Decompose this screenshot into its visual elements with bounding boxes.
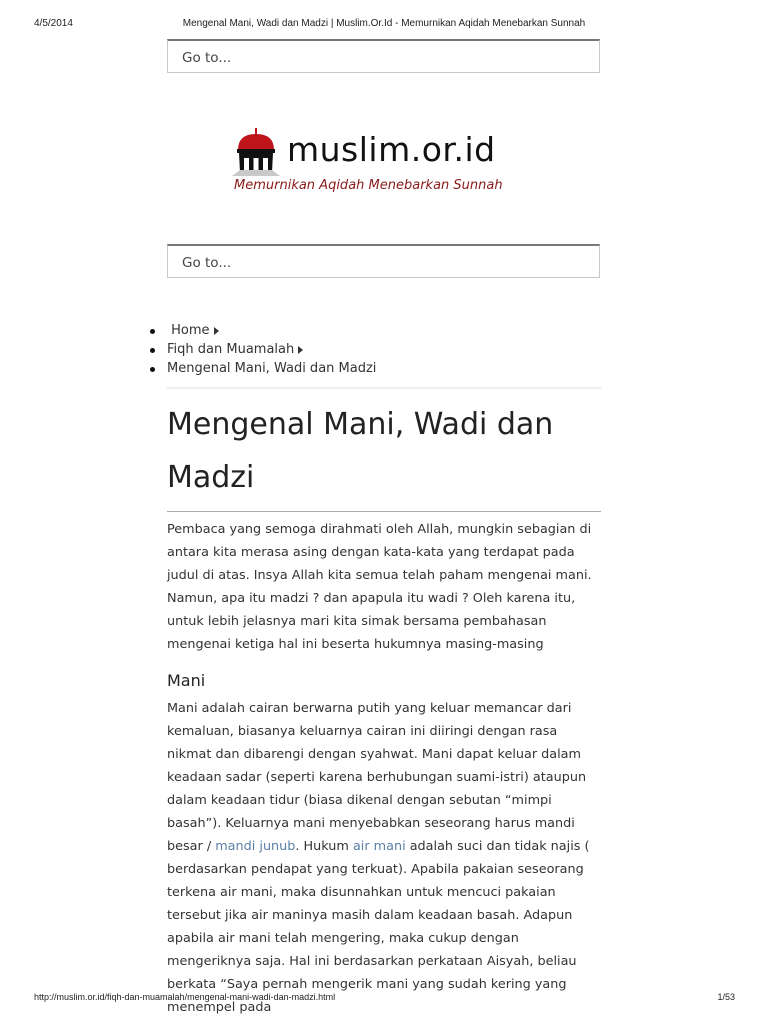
- link-mandi-junub[interactable]: mandi junub: [215, 839, 296, 854]
- breadcrumb-item-home[interactable]: [150, 323, 376, 342]
- section-heading-mani: Mani: [167, 671, 206, 690]
- article-paragraph-mani: [167, 697, 603, 1019]
- paragraph-text: Mani adalah cairan berwarna putih yang keluar memancar dari kemaluan, biasanya keluarnya cairan ini diiringi dengan rasa nikmat dan dibarengi dengan syahwat. Mani dapat keluar dalam keadaan sadar (seperti karena berhubungan suami-istri) ataupun dalam keadaan tidur (biasa dikenal dengan sebutan “mimpi basah”). Keluarnya mani menyebabkan seseorang harus mandi besar /: [167, 701, 587, 854]
- divider: [167, 387, 601, 389]
- paragraph-text: adalah suci dan tidak najis ( berdasarkan pendapat yang terkuat). Apabila pakaian seseorang terkena air mani, maka disunnahkan untuk mencuci pakaian tersebut jika air maninya masih dalam keadaan basah. Adapun apabila air mani telah mengering, maka cukup dengan mengeriknya saja. Hal ini berdasarkan perkataan Aisyah, beliau berkata “Saya pernah mengerik mani yang sudah kering yang menempel pada: [167, 839, 590, 1015]
- breadcrumb-label: Home: [171, 323, 210, 338]
- goto-nav-select[interactable]: [167, 244, 600, 278]
- caret-right-icon: [298, 346, 303, 354]
- print-title: Mengenal Mani, Wadi dan Madzi | Muslim.Or.Id - Memurnikan Aqidah Menebarkan Sunnah: [182, 18, 586, 29]
- site-logo[interactable]: [232, 128, 522, 198]
- mosque-dome-icon: [232, 128, 280, 178]
- breadcrumb-item-current: [150, 361, 376, 380]
- breadcrumb-item-category[interactable]: [150, 342, 376, 361]
- caret-right-icon: [214, 327, 219, 335]
- goto-placeholder: Go to...: [182, 50, 232, 66]
- brand-tagline: Memurnikan Aqidah Menebarkan Sunnah: [234, 178, 503, 193]
- brand-name: muslim.or.id: [287, 130, 496, 169]
- breadcrumb: [150, 323, 376, 380]
- print-url: http://muslim.or.id/fiqh-dan-muamalah/mengenal-mani-wadi-dan-madzi.html: [34, 992, 336, 1002]
- article-title: Mengenal Mani, Wadi dan Madzi: [167, 407, 554, 495]
- goto-nav-select-top[interactable]: [167, 39, 600, 73]
- paragraph-text: . Hukum: [295, 839, 353, 854]
- article-intro: Pembaca yang semoga dirahmati oleh Allah, mungkin sebagian di antara kita merasa asing dengan kata-kata yang terdapat pada judul di atas. Insya Allah kita semua telah paham mengenai mani. Namun, apa itu madzi ? dan apapula itu wadi ? Oleh karena itu, untuk lebih jelasnya mari kita simak bersama pembahasan mengenai ketiga hal ini beserta hukumnya masing-masing: [167, 522, 592, 652]
- print-page-number: 1/53: [717, 992, 735, 1002]
- print-footer: [0, 992, 768, 1008]
- print-date: 4/5/2014: [34, 18, 73, 29]
- title-divider: [167, 511, 601, 512]
- breadcrumb-label: Fiqh dan Muamalah: [167, 342, 295, 357]
- breadcrumb-label: Mengenal Mani, Wadi dan Madzi: [167, 361, 377, 376]
- print-header: [0, 18, 768, 34]
- link-air-mani[interactable]: air mani: [352, 839, 406, 854]
- goto-placeholder: Go to...: [182, 255, 232, 271]
